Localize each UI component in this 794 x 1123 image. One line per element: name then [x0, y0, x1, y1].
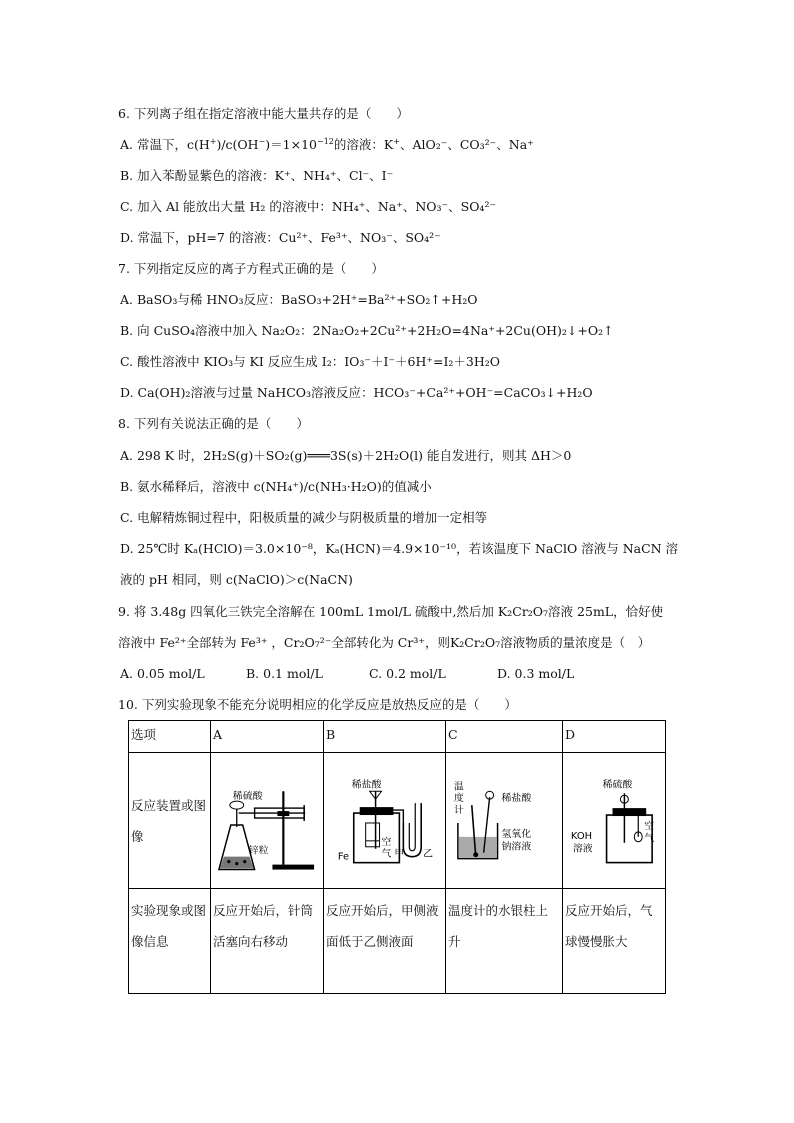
q6-option-a: A. 常温下，$c(H^+)/c(OH^-)=1\times 10^{-12}$的溶液：K+、AlO₂⁻、CO₃²⁻、Na⁺: [120, 136, 534, 152]
q7-option-b: B. 向 CuSO₄溶液中加入 Na₂O₂：2Na₂O₂+2Cu²⁺+2H₂O=4Na⁺+2Cu(OH)₂↓+O₂↑: [120, 323, 614, 338]
apparatus-c-diagram: [446, 753, 562, 888]
q6-option-d: D. 常温下，pH=7 的溶液：Cu²⁺、Fe³⁺、NO₃⁻、SO₄²⁻: [120, 230, 441, 245]
label-thermometer-1: 温: [453, 781, 464, 793]
phenomenon-b: 反应开始后，甲侧液面低于乙侧液面: [324, 889, 446, 994]
q8-option-a: A. 298 K 时，2H₂S(g)＋SO₂(g)═══3S(s)＋2H₂O(l) 能自发进行，则其 ΔH＞0: [120, 448, 572, 463]
q7-option-c: C. 酸性溶液中 KIO₃与 KI 反应生成 I₂：IO₃⁻＋I⁻＋6H⁺=I₂＋3H₂O: [120, 354, 501, 369]
label-air-d-2: 气: [644, 832, 655, 844]
phenomenon-a: 反应开始后，针筒活塞向右移动: [211, 889, 324, 994]
apparatus-d-cell: [563, 753, 666, 889]
header-cell-b: B: [324, 721, 446, 753]
label-iron: Fe: [337, 851, 350, 863]
label-thermometer-3: 计: [453, 805, 464, 817]
q8-option-d-line1: D. 25℃时 Kₐ(HClO)＝3.0×10⁻⁸，Kₐ(HCN)＝4.9×10⁻¹⁰，若该温度下 NaClO 溶液与 NaCN 溶: [120, 541, 679, 556]
q8-stem: 8. 下列有关说法正确的是（ ）: [118, 416, 309, 431]
header-cell-c: C: [446, 721, 563, 753]
label-zinc: 锌粒: [248, 845, 269, 857]
q6-option-b: B. 加入苯酚显紫色的溶液：K⁺、NH₄⁺、Cl⁻、I⁻: [120, 168, 394, 183]
phenomenon-d: 反应开始后，气球慢慢胀大: [563, 889, 666, 994]
apparatus-b-cell: [324, 753, 446, 889]
q9-stem-line2: 溶液中 Fe²⁺全部转为 Fe³⁺ ，Cr₂O₇²⁻全部转化为 Cr³⁺，则K₂Cr₂O₇溶液物质的量浓度是（ ）: [118, 635, 651, 650]
q9-stem-line1: 9. 将 3.48g 四氧化三铁完全溶解在 100mL 1mol/L 硫酸中,然后加 K₂Cr₂O₇溶液 25mL，恰好使: [118, 604, 664, 619]
q8-option-d-line2: 液的 pH 相同，则 c(NaClO)＞c(NaCN): [120, 572, 353, 587]
q6-option-c: C. 加入 Al 能放出大量 H₂ 的溶液中：NH₄⁺、Na⁺、NO₃⁻、SO₄²⁻: [120, 199, 497, 214]
header-cell-option: 选项: [129, 721, 211, 753]
label-naoh-2: 钠溶液: [501, 841, 532, 853]
header-cell-a: A: [211, 721, 324, 753]
label-jia: 甲: [394, 848, 405, 860]
q8-option-b: B. 氨水稀释后，溶液中 c(NH₄⁺)/c(NH₃·H₂O)的值减小: [120, 479, 432, 494]
q10-table: [128, 720, 666, 994]
apparatus-row-label: 反应装置或图像: [129, 753, 211, 889]
label-koh-2: 溶液: [572, 843, 593, 855]
label-dilute-sulfuric-acid-a: 稀硫酸: [232, 791, 263, 803]
apparatus-a-cell: [211, 753, 324, 889]
label-air-b-2: 气: [381, 848, 392, 860]
label-thermometer-2: 度: [453, 793, 464, 805]
label-dilute-hcl-c: 稀盐酸: [501, 793, 532, 805]
label-air-d-1: 空: [644, 820, 655, 832]
apparatus-a-diagram: [211, 753, 323, 888]
phenomenon-c: 温度计的水银柱上升: [446, 889, 563, 994]
q7-option-d: D. Ca(OH)₂溶液与过量 NaHCO₃溶液反应：HCO₃⁻+Ca²⁺+OH⁻=CaCO₃↓+H₂O: [120, 385, 593, 400]
table-header-row: [129, 721, 666, 753]
q7-option-a: A. BaSO₃与稀 HNO₃反应：BaSO₃+2H⁺=Ba²⁺+SO₂↑+H₂O: [120, 292, 478, 307]
apparatus-c-cell: [446, 753, 563, 889]
q9-option-b: B. 0.1 mol/L: [246, 666, 323, 681]
label-dilute-sulfuric-acid-d: 稀硫酸: [602, 779, 633, 791]
apparatus-d-diagram: [563, 753, 665, 888]
label-naoh-1: 氢氧化: [501, 828, 532, 840]
q9-option-d: D. 0.3 mol/L: [497, 666, 575, 681]
q10-stem: 10. 下列实验现象不能充分说明相应的化学反应是放热反应的是（ ）: [118, 697, 517, 712]
phenomena-row-label: 实验现象或图像信息: [129, 889, 211, 994]
label-koh-1: KOH: [570, 830, 593, 842]
header-cell-d: D: [563, 721, 666, 753]
label-yi: 乙: [423, 848, 434, 860]
q7-stem: 7. 下列指定反应的离子方程式正确的是（ ）: [118, 261, 384, 276]
q9-option-a: A. 0.05 mol/L: [120, 666, 205, 681]
q9-option-c: C. 0.2 mol/L: [369, 666, 446, 681]
label-air-b-1: 空: [381, 836, 392, 848]
apparatus-row: [129, 753, 666, 889]
label-dilute-hcl-b: 稀盐酸: [351, 779, 382, 791]
apparatus-b-diagram: [324, 753, 445, 888]
q8-option-c: C. 电解精炼铜过程中，阳极质量的减少与阴极质量的增加一定相等: [120, 510, 488, 525]
q6-stem: 6. 下列离子组在指定溶液中能大量共存的是（ ）: [118, 106, 409, 121]
phenomena-row: [129, 889, 666, 994]
